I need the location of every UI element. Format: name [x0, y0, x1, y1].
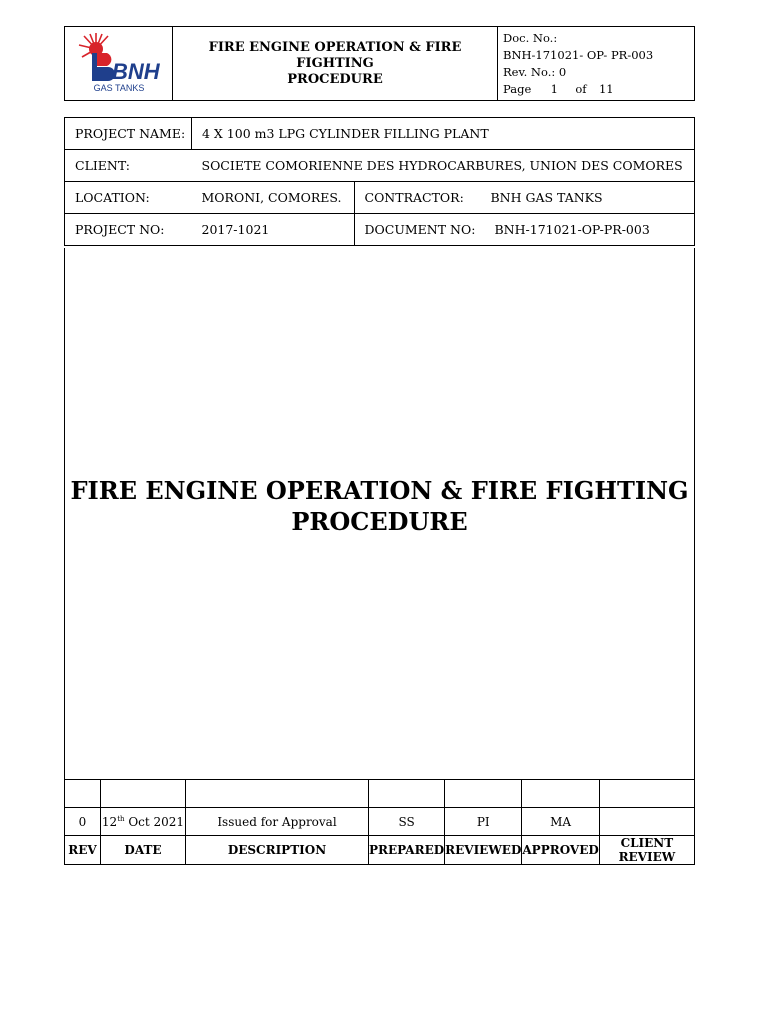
contractor-label: CONTRACTOR: — [354, 182, 481, 214]
date-suffix: th — [117, 814, 125, 823]
rev-no-value: 0 — [558, 64, 567, 79]
approved-cell: MA — [522, 808, 599, 836]
document-header — [64, 26, 695, 101]
doc-no-value: BNH-171021- OP- PR-003 — [503, 47, 654, 62]
doc-no-label: Doc. No.: — [503, 30, 558, 45]
header-title-line2: PROCEDURE — [287, 71, 383, 87]
revision-table — [64, 779, 695, 865]
logo-cell — [65, 27, 173, 101]
page-current: 1 — [550, 81, 558, 96]
location-label: LOCATION: — [65, 182, 192, 214]
client-value: SOCIETE COMORIENNE DES HYDROCARBURES, UNION DES COMORES — [192, 150, 695, 182]
empty-cell — [599, 780, 694, 808]
revision-row — [65, 808, 695, 836]
project-no-value: 2017-1021 — [192, 214, 355, 246]
date-cell — [101, 808, 186, 836]
page-of: of — [575, 81, 587, 96]
approved-header: APPROVED — [522, 836, 599, 865]
document-no-label: DOCUMENT NO: — [354, 214, 481, 246]
client-label: CLIENT: — [65, 150, 192, 182]
empty-cell — [186, 780, 369, 808]
page-label: Page — [503, 81, 532, 96]
rev-cell: 0 — [65, 808, 101, 836]
project-name-label: PROJECT NAME: — [65, 118, 192, 150]
prepared-header: PREPARED — [369, 836, 445, 865]
project-no-label: PROJECT NO: — [65, 214, 192, 246]
revision-empty-row — [65, 780, 695, 808]
rev-no-row — [503, 64, 694, 81]
empty-cell — [445, 780, 522, 808]
doc-no-row — [503, 30, 694, 64]
page-total: 11 — [598, 81, 614, 96]
location-value: MORONI, COMORES. — [192, 182, 355, 214]
document-no-value: BNH-171021-OP-PR-003 — [481, 214, 695, 246]
project-name-value: 4 X 100 m3 LPG CYLINDER FILLING PLANT — [192, 118, 695, 150]
empty-cell — [65, 780, 101, 808]
revision-header-row — [65, 836, 695, 865]
main-title — [65, 475, 694, 537]
empty-cell — [369, 780, 445, 808]
reviewed-header: REVIEWED — [445, 836, 522, 865]
project-info-table — [64, 117, 695, 246]
logo-brand: BNH — [111, 58, 160, 84]
rev-header: REV — [65, 836, 101, 865]
description-cell: Issued for Approval — [186, 808, 369, 836]
bnh-logo — [74, 31, 164, 93]
prepared-cell: SS — [369, 808, 445, 836]
header-meta-cell — [498, 27, 695, 101]
rev-no-label: Rev. No.: — [503, 64, 556, 79]
header-title-cell — [173, 27, 498, 101]
main-title-line2: PROCEDURE — [291, 507, 468, 536]
header-title-line1: FIRE ENGINE OPERATION & FIRE FIGHTING — [208, 39, 462, 71]
main-title-line1: FIRE ENGINE OPERATION & FIRE FIGHTING — [70, 476, 689, 505]
date-header: DATE — [101, 836, 186, 865]
description-header: DESCRIPTION — [186, 836, 369, 865]
logo-subtitle: GAS TANKS — [93, 82, 144, 93]
client-review-header: CLIENT REVIEW — [599, 836, 694, 865]
cover-body — [64, 248, 695, 779]
reviewed-cell: PI — [445, 808, 522, 836]
client-review-cell — [599, 808, 694, 836]
page-row — [503, 81, 694, 98]
empty-cell — [522, 780, 599, 808]
empty-cell — [101, 780, 186, 808]
date-rest: Oct 2021 — [124, 814, 185, 829]
contractor-value: BNH GAS TANKS — [481, 182, 695, 214]
date-day: 12 — [101, 814, 118, 829]
